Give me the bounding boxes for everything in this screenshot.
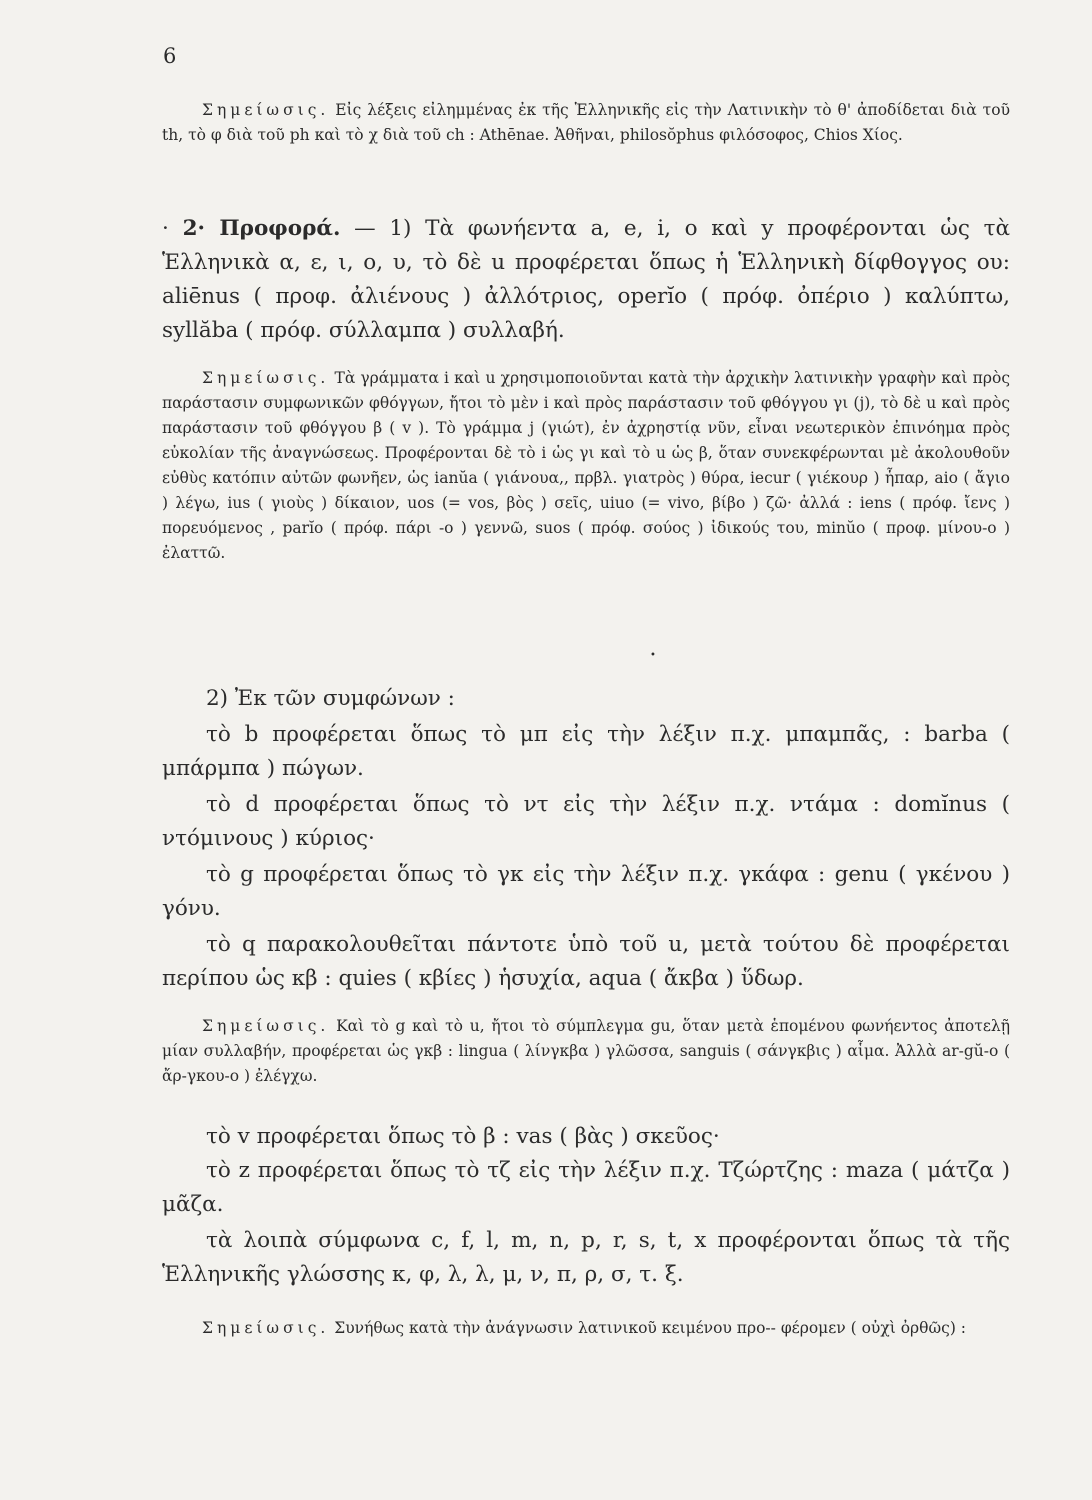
note-text: Καὶ τὸ g καὶ τὸ u, ἤτοι τὸ σύμπλεγμα gu, ὅταν μετὰ ἑπομένου φωνήεντος ἀποτελῇ μίαν συλλαβήν, προφέρεται ὡς γκβ : lingua ( λίνγκβα ) γλῶσσα, sanguis ( σάνγκβις ) αἷμα. Ἀλλὰ ar-gŭ-o ( ἄρ-γκου-ο ) ἐλέγχω. bbox=[162, 1017, 1010, 1085]
note-text: Συνήθως κατὰ τὴν ἀνάγνωσιν λατινικοῦ κειμένου προ-- φέρομεν ( οὐχὶ ὀρθῶς) : bbox=[334, 1319, 967, 1337]
consonants-intro: 2) Ἐκ τῶν συμφώνων : bbox=[206, 686, 455, 711]
consonant-b-paragraph: τὸ b προφέρεται ὅπως τὸ μπ εἰς τὴν λέξιν π.χ. μπαμπᾶς, : barba ( μπάρμπα ) πώγων. bbox=[162, 722, 1010, 781]
section-marker: · bbox=[162, 216, 169, 241]
section-text: — 1) Τὰ φωνήεντα a, e, i, o καὶ y προφέρονται ὡς τὰ Ἑλληνικὰ α, ε, ι, ο, υ, τὸ δὲ u προφέρεται ὅπως ἡ Ἑλληνικὴ δίφθογγος ου: aliēnus ( προφ. ἀλιένους ) ἀλλότριος, operĭo ( πρόφ. ὀπέριο ) καλύπτω, syllăba ( πρόφ. σύλλαμπα ) συλλαβή. bbox=[162, 216, 1011, 343]
consonant-d-paragraph: τὸ d προφέρεται ὅπως τὸ ντ εἰς τὴν λέξιν π.χ. ντάμα : domĭnus ( ντόμινους ) κύριος· bbox=[162, 792, 1010, 851]
page-number: 6 bbox=[163, 44, 177, 68]
note-label: Σημείωσις. bbox=[202, 1017, 330, 1035]
consonant-g-paragraph: τὸ g προφέρεται ὅπως τὸ γκ εἰς τὴν λέξιν π.χ. γκάφα : genu ( γκένου ) γόνυ. bbox=[162, 862, 1010, 921]
stray-mark: • bbox=[650, 650, 656, 661]
note-paragraph-1 bbox=[162, 98, 1010, 148]
note-text: Εἰς λέξεις εἰλημμένας ἐκ τῆς Ἑλληνικῆς εἰς τὴν Λατινικὴν τὸ θ' ἀποδίδεται διὰ τοῦ th, τὸ φ διὰ τοῦ ph καὶ τὸ χ διὰ τοῦ ch : Athēnae. Ἀθῆναι, philosŏphus φιλόσοφος, Chios Χίος. bbox=[162, 101, 1010, 144]
pronunciation-paragraph bbox=[162, 212, 1010, 348]
consonant-z-paragraph: τὸ z προφέρεται ὅπως τὸ τζ εἰς τὴν λέξιν π.χ. Τζώρτζης : maza ( μάτζα ) μᾶζα. bbox=[162, 1158, 1010, 1217]
consonant-q-paragraph: τὸ q παρακολουθεῖται πάντοτε ὑπὸ τοῦ u, μετὰ τούτου δὲ προφέρεται περίπου ὡς κβ : quies ( κβίες ) ἡσυχία, aqua ( ἄκβα ) ὕδωρ. bbox=[162, 932, 1010, 991]
note-label: Σημείωσις. bbox=[202, 101, 330, 119]
note-label: Σημείωσις. bbox=[202, 369, 330, 387]
note-text: Τὰ γράμματα i καὶ u χρησιμοποιοῦνται κατὰ τὴν ἀρχικὴν λατινικὴν γραφὴν καὶ πρὸς παράστασιν συμφωνικῶν φθόγγων, ἤτοι τὸ μὲν i καὶ πρὸς παράστασιν τοῦ φθόγγου γι (j), τὸ δὲ u καὶ πρὸς παράστασιν τοῦ φθόγγου β ( v ). Τὸ γράμμα j (γιώτ), ἐν ἀχρηστίᾳ νῦν, εἶναι νεωτερικὸν ἐπινόημα πρὸς εὐκολίαν τῆς ἀναγνώσεως. Προφέρονται δὲ τὸ i ὡς γι καὶ τὸ u ὡς β, ὅταν συνεκφέρωνται μὲ ἀκολουθοῦν εὐθὺς κατόπιν αὐτῶν φωνῆεν, ὡς ianŭa ( γιάνουα,, πρβλ. γιατρὸς ) θύρα, iecur ( γιέκουρ ) ἧπαρ, aio ( ἄγιο ) λέγω, ius ( γιοὺς ) δίκαιον, uos (= vos, βὸς ) σεῖς, uiuo (= vivo, βίβο ) ζῶ· ἀλλά : iens ( πρόφ. ἴενς ) πορευόμενος , parĭo ( πρόφ. πάρι -ο ) γεννῶ, suos ( πρόφ. σούος ) ἰδικούς του, minŭo ( προφ. μίνου-ο ) ἐλαττῶ. bbox=[162, 369, 1010, 562]
note-paragraph-3 bbox=[162, 1014, 1010, 1089]
note-paragraph-4 bbox=[162, 1316, 1010, 1341]
other-consonants-paragraph: τὰ λοιπὰ σύμφωνα c, f, l, m, n, p, r, s, t, x προφέρονται ὅπως τὰ τῆς Ἑλληνικῆς γλώσσης κ, φ, λ, λ, μ, ν, π, ρ, σ, τ. ξ. bbox=[162, 1228, 1010, 1287]
consonant-v-paragraph: τὸ v προφέρεται ὅπως τὸ β : vas ( βὰς ) σκεῦος· bbox=[206, 1124, 720, 1149]
note-label: Σημείωσις. bbox=[202, 1319, 330, 1337]
note-paragraph-2 bbox=[162, 366, 1010, 566]
section-heading: 2· Προφορά. bbox=[182, 216, 341, 241]
